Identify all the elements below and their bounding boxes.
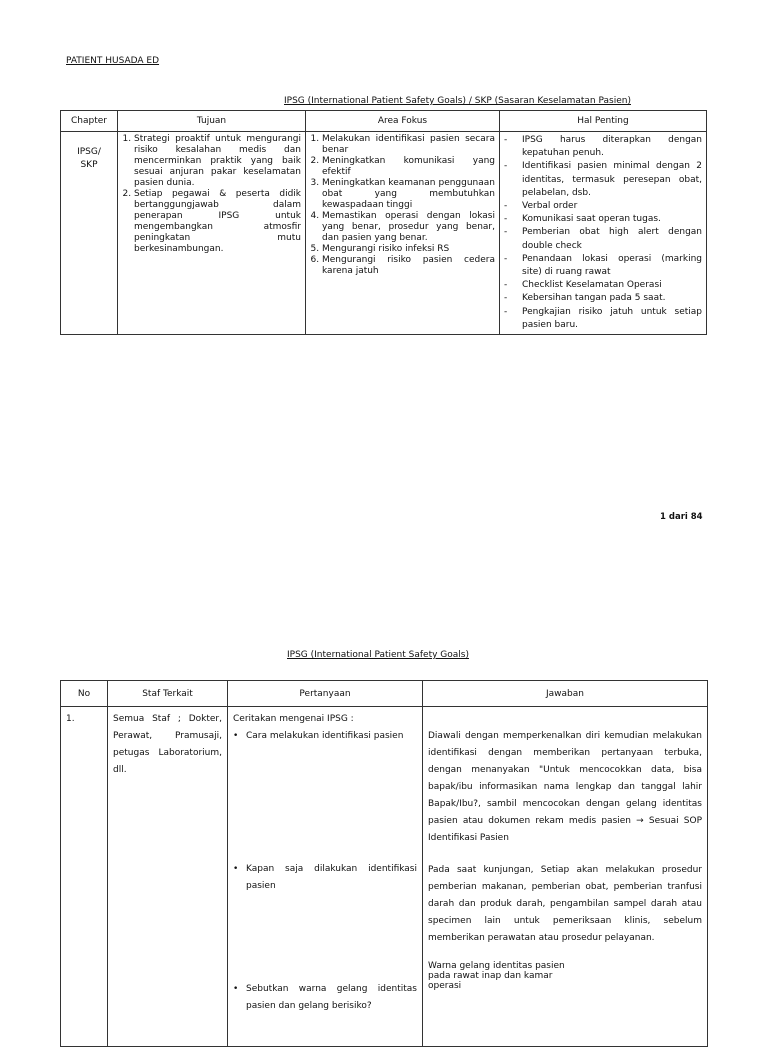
staf-terkait-cell: Semua Staf ; Dokter, Perawat, Pramusaji, petugas Laboratorium, dll.	[108, 707, 228, 1047]
hal-penting-item: - Checklist Keselamatan Operasi	[504, 279, 702, 292]
tujuan-item: 1. Strategi proaktif untuk mengurangi risiko kesalahan medis dan mencerminkan praktik yang baik sesuai anjuran pakar keselamatan pasien dunia.	[134, 134, 301, 189]
row-number-cell: 1.	[61, 707, 108, 1047]
hal-penting-item: - Kebersihan tangan pada 5 saat.	[504, 292, 702, 305]
tujuan-item: 2. Setiap pegawai & peserta didik bertanggungjawab dalam penerapan IPSG untuk mengembangkan atmosfir peningkatan mutu berkesinambungan.	[134, 189, 301, 255]
header-chapter: Chapter	[61, 111, 118, 132]
tujuan-cell	[118, 132, 306, 335]
area-fokus-item: 5. Mengurangi risiko infeksi RS	[322, 244, 495, 255]
area-fokus-item: 1. Melakukan identifikasi pasien secara benar	[322, 134, 495, 156]
jawaban-cell	[423, 707, 708, 1047]
header-jawaban: Jawaban	[423, 681, 708, 707]
header-staf-terkait: Staf Terkait	[108, 681, 228, 707]
header-pertanyaan: Pertanyaan	[228, 681, 423, 707]
table-row	[61, 132, 707, 335]
area-fokus-item: 6. Mengurangi risiko pasien cedera karena jatuh	[322, 255, 495, 277]
area-fokus-item: 3. Meningkatkan keamanan penggunaan obat yang membutuhkan kewaspadaan tinggi	[322, 178, 495, 211]
hal-penting-item: - Pemberian obat high alert dengan double check	[504, 226, 702, 252]
area-fokus-cell	[306, 132, 500, 335]
table2-title: IPSG (International Patient Safety Goals)	[287, 650, 469, 660]
hal-penting-item: - Pengkajian risiko jatuh untuk setiap pasien baru.	[504, 306, 702, 332]
area-fokus-item: 4. Memastikan operasi dengan lokasi yang benar, prosedur yang benar, dan pasien yang benar.	[322, 211, 495, 244]
table-header-row	[61, 681, 708, 707]
answer-text: Diawali dengan memperkenalkan diri kemudian melakukan identifikasi dengan memberikan pertanyaan terbuka, dengan menanyakan "Untuk mencocokkan data, bisa bapak/ibu informasikan nama lengkap dan tanggal lahir Bapak/Ibu?, sambil mencocokan dengan gelang identitas pasien atau dokumen rekam medis pasien → Sesuai SOP Identifikasi Pasien	[428, 731, 702, 843]
document-header-label: PATIENT HUSADA ED	[66, 56, 160, 66]
chapter-line: IPSG/	[77, 147, 101, 157]
area-fokus-item: 2. Meningkatkan komunikasi yang efektif	[322, 156, 495, 178]
hal-penting-cell	[500, 132, 707, 335]
pertanyaan-cell	[228, 707, 423, 1047]
skp-summary-table	[60, 110, 707, 335]
question-item: • Cara melakukan identifikasi pasien	[233, 728, 417, 745]
pertanyaan-intro: Ceritakan mengenai IPSG :	[233, 714, 354, 724]
table-row	[61, 707, 708, 1047]
question-item: • Kapan saja dilakukan identifikasi pasien	[233, 861, 417, 895]
hal-penting-item: - Komunikasi saat operan tugas.	[504, 213, 702, 226]
hal-penting-item: - IPSG harus diterapkan dengan kepatuhan penuh.	[504, 134, 702, 160]
hal-penting-item: - Penandaan lokasi operasi (marking site) di ruang rawat	[504, 253, 702, 279]
table1-title: IPSG (International Patient Safety Goals) / SKP (Sasaran Keselamatan Pasien)	[284, 96, 631, 106]
header-no: No	[61, 681, 108, 707]
hal-penting-item: - Identifikasi pasien minimal dengan 2 identitas, termasuk peresepan obat, pelabelan, dsb.	[504, 160, 702, 200]
chapter-line: SKP	[80, 160, 98, 170]
ipsg-question-table	[60, 680, 708, 1047]
header-hal-penting: Hal Penting	[500, 111, 707, 132]
chapter-cell	[61, 132, 118, 335]
table-header-row	[61, 111, 707, 132]
question-item: • Sebutkan warna gelang identitas pasien dan gelang berisiko?	[233, 981, 417, 1015]
page-number: 1 dari 84	[660, 512, 703, 522]
answer-text: Warna gelang identitas pasien pada rawat inap dan kamar operasi	[428, 961, 565, 991]
answer-text: Pada saat kunjungan, Setiap akan melakukan prosedur pemberian makanan, pemberian obat, pemberian tranfusi darah dan produk darah, pengambilan sampel darah atau specimen lain untuk pemeriksaan klinis, sebelum memberikan perawatan atau prosedur pelayanan.	[428, 865, 702, 943]
header-tujuan: Tujuan	[118, 111, 306, 132]
header-area-fokus: Area Fokus	[306, 111, 500, 132]
hal-penting-item: - Verbal order	[504, 200, 702, 213]
